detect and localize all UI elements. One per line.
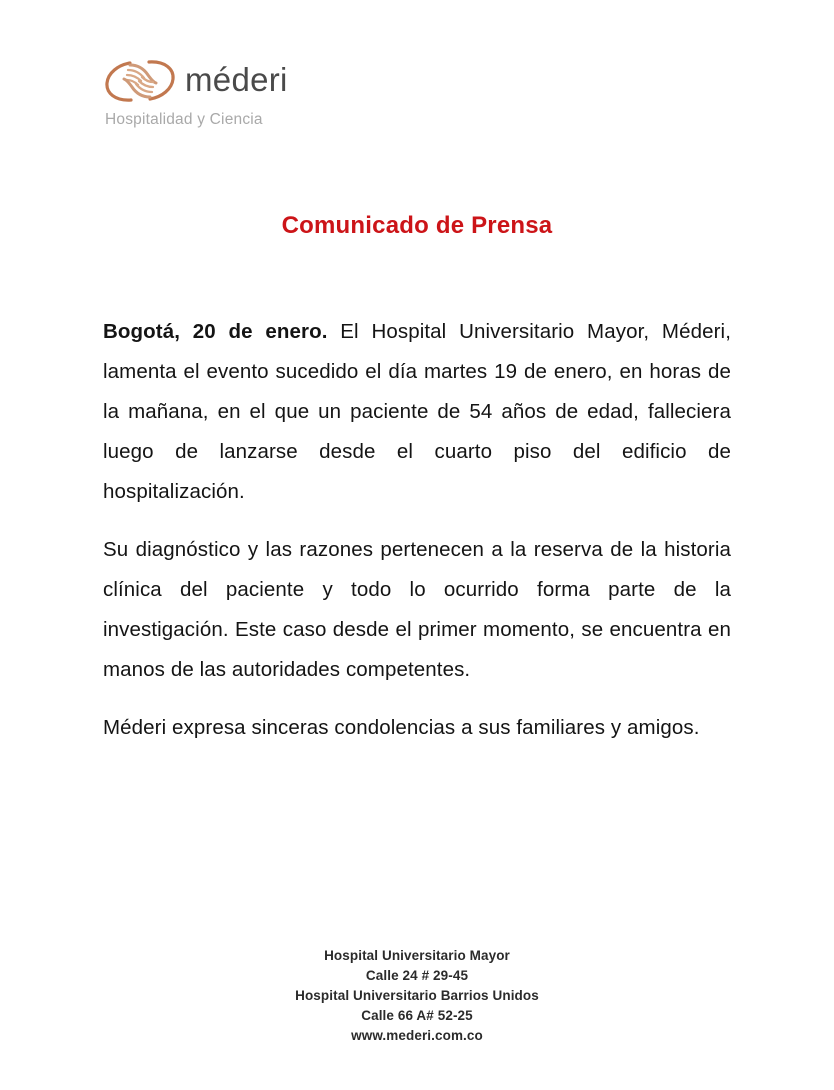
paragraph-1 bbox=[103, 312, 731, 512]
dateline: Bogotá, 20 de enero. bbox=[103, 320, 328, 343]
letterhead bbox=[103, 55, 403, 128]
paragraph-1-text: El Hospital Universitario Mayor, Méderi, lamenta el evento sucedido el día martes 19 de enero, en horas de la mañana, en el que un paciente de 54 años de edad, falleciera luego de lanzarse desde el cuarto piso del edificio de hospitalización. bbox=[103, 320, 731, 503]
paragraph-2: Su diagnóstico y las razones pertenecen a la reserva de la historia clínica del paciente y todo lo ocurrido forma parte de la investigación. Este caso desde el primer momento, se encuentra en manos de las autoridades competentes. bbox=[103, 538, 731, 681]
logo-tagline: Hospitalidad y Ciencia bbox=[105, 111, 263, 128]
footer bbox=[0, 946, 834, 1046]
logo-wordmark: méderi bbox=[185, 61, 288, 98]
logo bbox=[103, 55, 403, 107]
paragraph-3: Méderi expresa sinceras condolencias a sus familiares y amigos. bbox=[103, 716, 700, 739]
footer-line-hospital-barrios-unidos: Hospital Universitario Barrios Unidos bbox=[295, 988, 539, 1003]
footer-line-address-mayor: Calle 24 # 29-45 bbox=[365, 968, 469, 983]
document-body bbox=[103, 312, 731, 748]
page-title: Comunicado de Prensa bbox=[281, 212, 553, 239]
mederi-hands-logo-icon bbox=[103, 56, 177, 106]
footer-line-website: www.mederi.com.co bbox=[351, 1028, 483, 1043]
footer-line-address-barrios-unidos: Calle 66 A# 52-25 bbox=[361, 1008, 473, 1023]
footer-line-hospital-mayor: Hospital Universitario Mayor bbox=[324, 948, 510, 963]
